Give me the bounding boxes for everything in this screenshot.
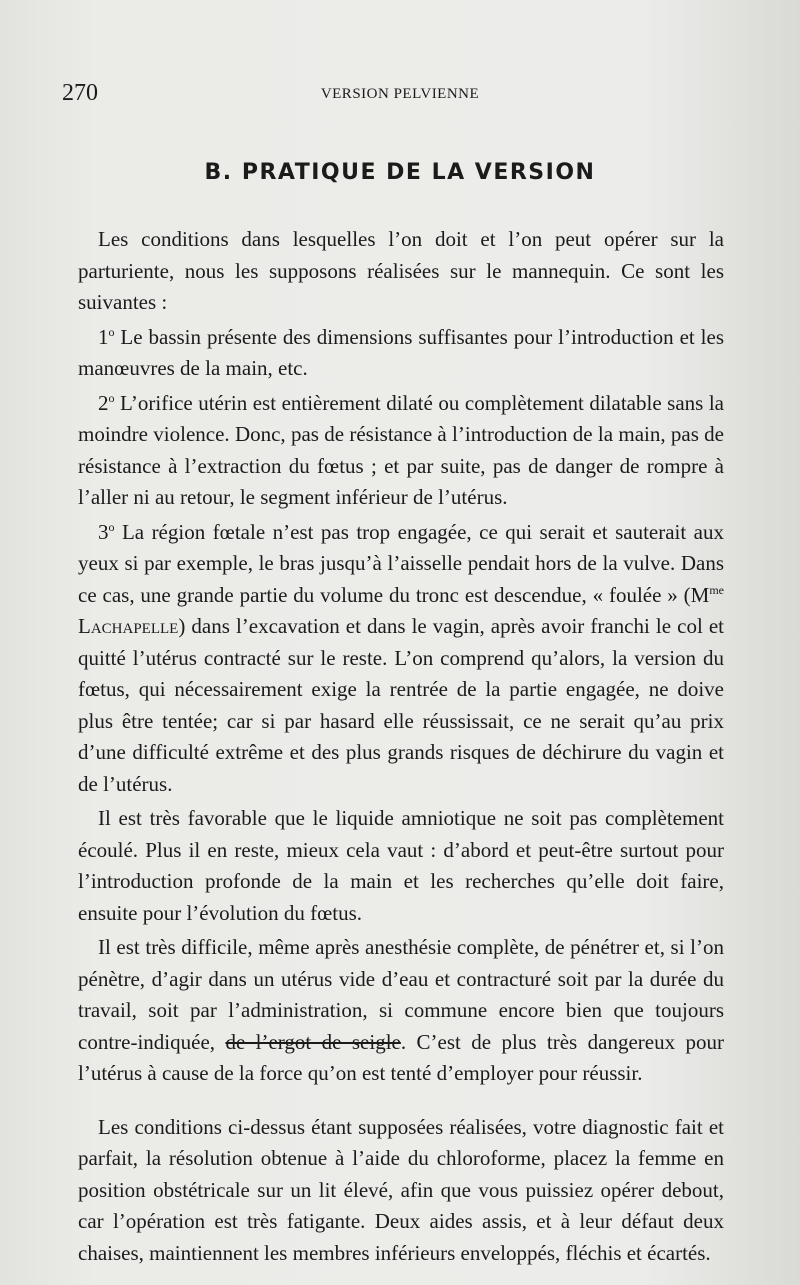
- paragraph-text: Il est très difficile, même après anesthésie complète, de pénétrer et, si l’on pénètre, d’agir dans un utérus vide d’eau et contracturé soit par la durée du travail, soit par l’administration, si commune encore bien que toujours contre-indiquée,: [78, 935, 724, 1054]
- paragraph-empty-uterus: [78, 932, 724, 1090]
- running-title: VERSION PELVIENNE: [320, 86, 480, 102]
- paragraph-text-cont: . C’est de plus très dangereux pour l’utérus à cause de la force qu’on est tenté d’employer pour réussir.: [78, 1029, 724, 1085]
- paragraph-condition-2: [78, 388, 724, 514]
- ordinal-superscript: o: [108, 519, 115, 534]
- author-name: Lachapelle: [78, 614, 179, 638]
- paragraph-condition-3: [78, 517, 724, 801]
- body-text: [78, 224, 724, 1269]
- condition-number: 1: [98, 324, 109, 349]
- paragraph-amniotic-fluid: Il est très favorable que le liquide amniotique ne soit pas complètement écoulé. Plus il en reste, mieux cela vaut : d’abord et peut-être surtout pour l’introduction profonde de la main et les recherches qu’elle doit faire, ensuite pour l’évolution du fœtus.: [78, 806, 724, 925]
- condition-number: 2: [98, 390, 109, 415]
- condition-number: 3: [98, 519, 109, 544]
- condition-text: Le bassin présente des dimensions suffisantes pour l’introduction et les manœuvres de la main, etc.: [78, 324, 724, 380]
- condition-text: La région fœtale n’est pas trop engagée, ce qui serait et sauterait aux yeux si par exemple, le bras jusqu’à l’aisselle pendait hors de la vulve. Dans ce cas, une grande partie du volume du tronc est descendue, « foulée » (M: [78, 519, 724, 607]
- paragraph-procedure: Les conditions ci-dessus étant supposées réalisées, votre diagnostic fait et parfait, la résolution obtenue à l’aide du chloroforme, placez la femme en position obstétricale sur un lit élevé, afin que vous puissiez opérer debout, car l’opération est très fatigante. Deux aides assis, et à leur défaut deux chaises, maintiennent les membres inférieurs enveloppés, fléchis et écartés.: [78, 1114, 724, 1265]
- paragraph-intro: Les conditions dans lesquelles l’on doit et l’on peut opérer sur la parturiente, nous les supposons réalisées sur le mannequin. Ce sont les suivantes :: [78, 227, 724, 314]
- ordinal-superscript: o: [108, 390, 115, 405]
- page-number: 270: [62, 80, 98, 106]
- ordinal-superscript: o: [108, 324, 115, 339]
- madame-superscript: me: [709, 582, 724, 597]
- struck-through-text: de l’ergot de seigle: [225, 1029, 401, 1054]
- page-header: [0, 80, 800, 110]
- paragraph-condition-1: [78, 322, 724, 385]
- condition-text-cont: ) dans l’excavation et dans le vagin, après avoir franchi le col et quitté l’utérus contracté sur le reste. L’on comprend qu’alors, la version du fœtus, qui nécessairement exige la rentrée de la partie engagée, ne doive plus être tentée; car si par hasard elle réussissait, ce ne serait qu’au prix d’une difficulté extrême et des plus grands risques de déchirure du vagin et de l’utérus.: [78, 614, 724, 796]
- section-title: B. PRATIQUE DE LA VERSION: [204, 160, 596, 185]
- condition-text: L’orifice utérin est entièrement dilaté ou complètement dilatable sans la moindre violence. Donc, pas de résistance à l’introduction de la main, pas de résistance à l’extraction du fœtus ; et par suite, pas de danger de rompre à l’aller ni au retour, le segment inférieur de l’utérus.: [78, 390, 724, 509]
